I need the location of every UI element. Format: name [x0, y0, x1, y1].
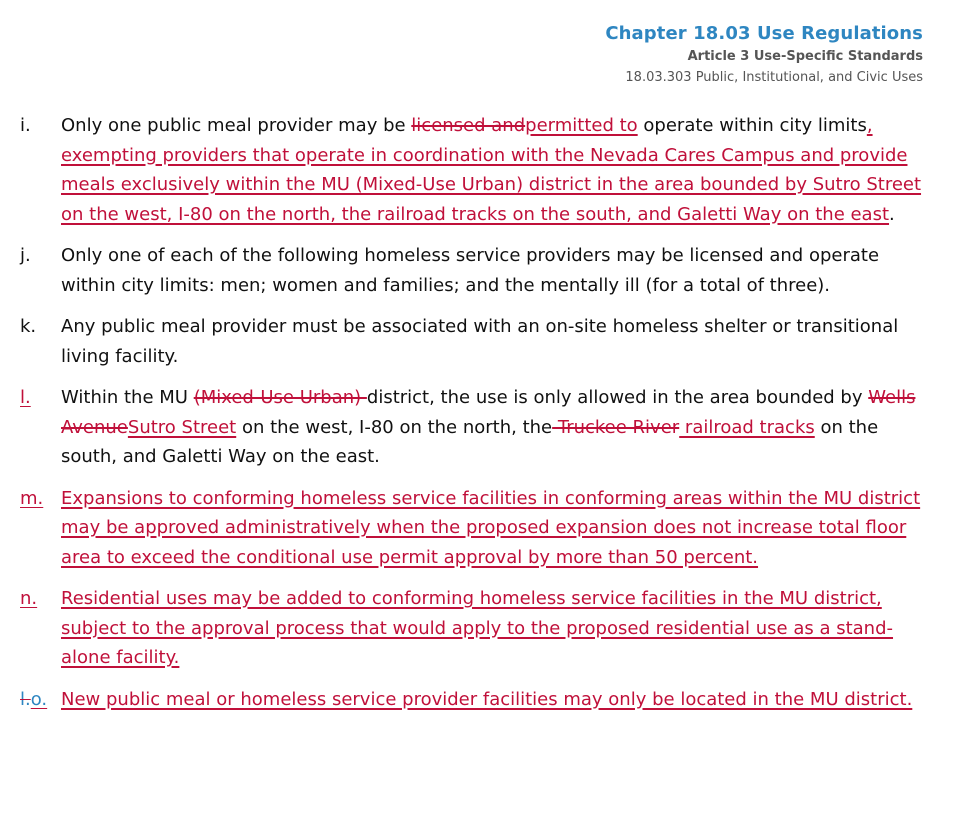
inserted-text: Sutro Street	[127, 416, 237, 438]
text: Only one of each of the following homeless service providers may be licensed and operate within city limits: men; women and families; and the mentally ill (for a total of three).	[61, 245, 880, 296]
text: Within the MU	[61, 387, 194, 408]
inserted-text: railroad tracks	[679, 416, 815, 438]
item-marker: i.	[20, 115, 31, 136]
deleted-marker: l.	[20, 688, 31, 710]
inserted-text: , exempting providers that operate in coordination with the Nevada Cares Campus and provide meals exclusively within the MU (Mixed-Use Urban) district in the area bounded by Sutro Street on the west, I-80 on the north, the railroad tracks on the south, and Galetti Way on the east	[61, 115, 922, 225]
inserted-text: Expansions to conforming homeless service facilities in conforming areas within the MU district may be approved administratively when the proposed expansion does not increase total floor area to exceed the conditional use permit approval by more than 50 percent.	[61, 487, 921, 568]
inserted-text: New public meal or homeless service provider facilities may only be located in the MU district.	[61, 688, 913, 710]
inserted-marker: o.	[30, 688, 48, 710]
list-item-l	[20, 383, 925, 472]
list-item-k	[20, 312, 925, 371]
list-item-m	[20, 484, 925, 573]
section-title: 18.03.303 Public, Institutional, and Civic Uses	[625, 70, 923, 85]
item-marker: l.	[20, 387, 31, 408]
deleted-text: licensed and	[411, 115, 526, 136]
text: on the west, I-80 on the north, the	[236, 416, 553, 438]
deleted-text: (Mixed-Use Urban)	[193, 387, 367, 408]
item-marker	[20, 685, 60, 715]
regulation-list	[20, 111, 925, 726]
item-marker: n.	[20, 588, 38, 609]
chapter-title: Chapter 18.03 Use Regulations	[605, 23, 923, 44]
text: .	[889, 203, 895, 225]
list-item-n	[20, 584, 925, 673]
item-marker: m.	[20, 487, 44, 509]
deleted-text: Wells Avenue	[61, 387, 916, 438]
deleted-text: Truckee River	[552, 416, 680, 438]
item-marker: j.	[20, 245, 31, 266]
list-item-i	[20, 111, 925, 229]
article-title: Article 3 Use-Specific Standards	[687, 49, 923, 64]
list-item-j	[20, 241, 925, 300]
text: Any public meal provider must be associated with an on-site homeless shelter or transitional living facility.	[61, 316, 899, 367]
inserted-text: Residential uses may be added to conforming homeless service facilities in the MU district, subject to the approval process that would apply to the proposed residential use as a stand-alone facility.	[61, 588, 894, 668]
text: Only one public meal provider may be	[61, 115, 412, 136]
text: on the south, and Galetti Way on the east.	[61, 416, 879, 467]
inserted-text: permitted to	[525, 115, 638, 136]
item-marker: k.	[20, 316, 37, 337]
text: operate within city limits	[637, 115, 867, 136]
list-item-o	[20, 685, 925, 715]
text: district, the use is only allowed in the area bounded by	[366, 387, 869, 408]
page-header	[605, 22, 923, 87]
